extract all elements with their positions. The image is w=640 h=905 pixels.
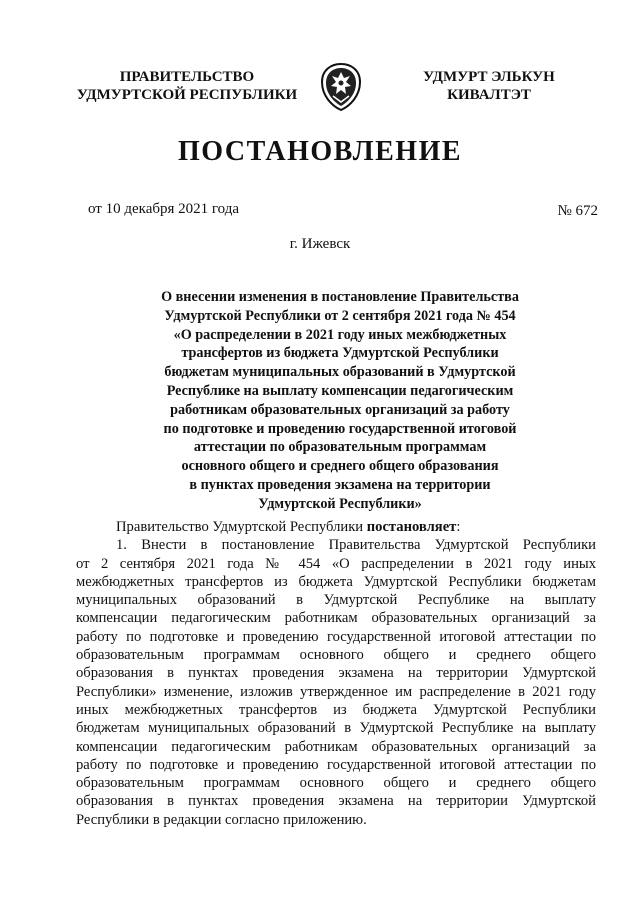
government-name-line: УДМУРТСКОЙ РЕСПУБЛИКИ <box>76 87 298 103</box>
subject-line: трансфертов из бюджета Удмуртской Республики <box>181 345 499 362</box>
intro-colon: : <box>456 519 461 535</box>
subject-line: работникам образовательных организаций за работу <box>170 401 510 418</box>
subject-line: Удмуртской Республики» <box>258 495 422 512</box>
body-line: образовательным программам основного общего и среднего общего <box>76 647 596 664</box>
body-line: образовательным программам основного общего и среднего общего <box>76 775 596 792</box>
document-city: г. Ижевск <box>289 236 351 252</box>
subject-line: аттестации по образовательным программам <box>193 439 487 456</box>
subject-line: Удмуртской Республики от 2 сентября 2021 года № 454 <box>164 307 516 324</box>
document-date: от 10 декабря 2021 года <box>88 201 240 217</box>
government-name-line: ПРАВИТЕЛЬСТВО <box>119 69 255 85</box>
body-line: иных межбюджетных трансфертов из бюджета Удмуртской Республики <box>76 701 596 718</box>
body-line: муниципальных образований в Удмуртской Республике на выплату <box>76 592 596 609</box>
body-line: работу по подготовке и проведению государственной итоговой аттестации по <box>76 628 596 645</box>
body-line: от 2 сентября 2021 года № 454 «О распределении в 2021 году иных <box>76 555 596 572</box>
government-name-line: КИВАЛТЭТ <box>447 87 531 103</box>
body-line: работу по подготовке и проведению государственной итоговой аттестации по <box>76 756 596 773</box>
government-name-line: УДМУРТ ЭЛЬКУН <box>423 69 555 85</box>
subject-line: в пунктах проведения экзамена на территории <box>189 476 491 493</box>
body-line: образования в пунктах проведения экзамена на территории Удмуртской <box>76 665 596 682</box>
subject-line: бюджетам муниципальных образований в Удмуртской <box>164 364 516 381</box>
body-line: 1. Внести в постановление Правительства Удмуртской Республики <box>116 537 596 554</box>
document-number: № 672 <box>557 203 598 219</box>
intro-text: Правительство Удмуртской Республики <box>116 519 367 535</box>
intro-verb: постановляет <box>366 519 457 535</box>
body-line: компенсации педагогическим работникам образовательных организаций за <box>76 610 596 627</box>
body-line: Республики» изменение, изложив утвержденное им распределение в 2021 году <box>76 683 596 700</box>
body-line: межбюджетных трансфертов из бюджета Удмуртской Республики бюджетам <box>76 573 596 590</box>
subject-line: О внесении изменения в постановление Правительства <box>161 289 519 305</box>
government-name-udmurt <box>386 68 592 104</box>
body-line-last: Республики в редакции согласно приложению. <box>76 811 367 828</box>
document-title: ПОСТАНОВЛЕНИЕ <box>177 136 463 167</box>
government-name-russian <box>60 68 314 104</box>
subject-line: основного общего и среднего общего образования <box>181 458 499 475</box>
body-intro <box>76 518 596 536</box>
body-line: бюджетам муниципальных образований в Удмуртской Республике на выплату <box>76 720 596 737</box>
subject-line: «О распределении в 2021 году иных межбюджетных <box>173 326 507 343</box>
body-line: образования в пунктах проведения экзамена на территории Удмуртской <box>76 793 596 810</box>
subject-line: по подготовке и проведению государственной итоговой <box>163 420 517 437</box>
document-subject <box>130 288 550 514</box>
coat-of-arms-icon <box>318 62 364 112</box>
body-line: компенсации педагогическим работникам образовательных организаций за <box>76 738 596 755</box>
subject-line: Республике на выплату компенсации педагогическим <box>166 382 514 399</box>
document-body <box>76 518 596 829</box>
